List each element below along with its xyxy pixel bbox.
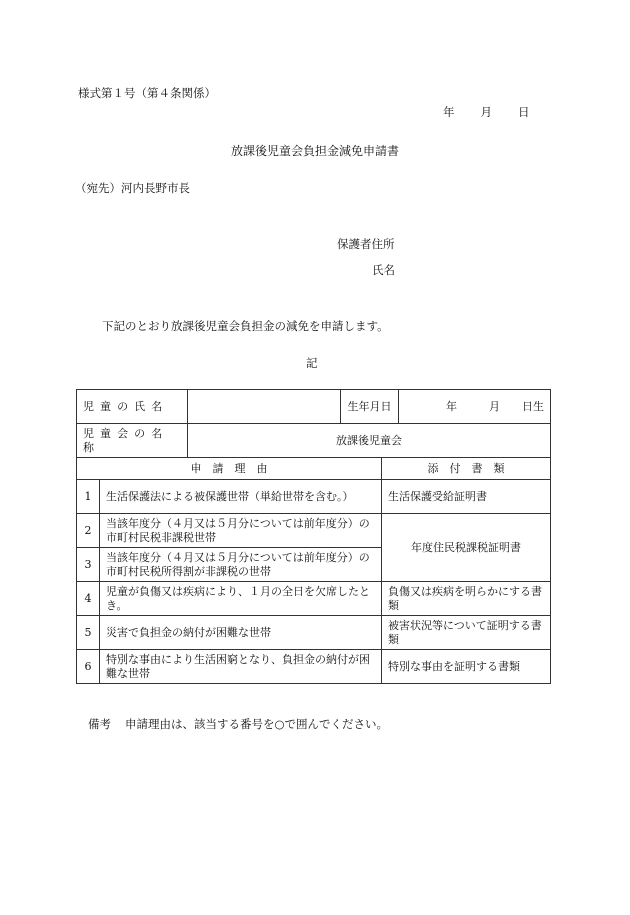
birth-year: 年 (446, 399, 457, 413)
row-reason: 生活保護法による被保護世帯（単給世帯を含む。） (100, 480, 382, 514)
row-number[interactable]: 3 (77, 548, 100, 582)
row-number[interactable]: 6 (77, 650, 100, 684)
row-reason: 特別な事由により生活困窮となり、負担金の納付が困難な世帯 (100, 650, 382, 684)
child-name-row (77, 390, 551, 424)
birthdate-field[interactable] (399, 390, 551, 424)
reason-header: 申 請 理 由 (77, 458, 382, 480)
club-name-row (77, 424, 551, 458)
row-document: 負傷又は疾病を明らかにする書類 (382, 582, 551, 616)
row-reason: 当該年度分（４月又は５月分については前年度分）の市町村民税非課税世帯 (100, 514, 382, 548)
application-table (76, 389, 551, 684)
ki-heading: 記 (306, 356, 318, 370)
table-row (77, 480, 551, 514)
applicant-address-label: 保護者住所 (337, 237, 395, 251)
note-text: 申請理由は、該当する番号を○で囲んでください。 (125, 717, 389, 731)
row-number[interactable]: 2 (77, 514, 100, 548)
addressee: （宛先）河内長野市長 (75, 181, 190, 195)
child-name-label: 児童の氏名 (77, 390, 188, 424)
table-row (77, 582, 551, 616)
table-row (77, 514, 551, 548)
row-document: 生活保護受給証明書 (382, 480, 551, 514)
club-name-label: 児童会の名称 (77, 424, 188, 458)
row-number[interactable]: 5 (77, 616, 100, 650)
applicant-name-label: 氏名 (372, 263, 395, 277)
note-label: 備考 (88, 717, 111, 731)
row-reason: 災害で負担金の納付が困難な世帯 (100, 616, 382, 650)
date-day: 日 (518, 105, 530, 119)
date-year: 年 (443, 105, 455, 119)
birthdate-label: 生年月日 (341, 390, 399, 424)
row-document: 被害状況等について証明する書類 (382, 616, 551, 650)
row-reason: 当該年度分（４月又は５月分については前年度分）の市町村民税所得割が非課税の世帯 (100, 548, 382, 582)
header-row (77, 458, 551, 480)
date-month: 月 (480, 105, 492, 119)
row-document: 特別な事由を証明する書類 (382, 650, 551, 684)
club-name-value: 放課後児童会 (188, 424, 551, 458)
form-number: 様式第１号（第４条関係） (78, 86, 216, 100)
row-number[interactable]: 4 (77, 582, 100, 616)
application-statement: 下記のとおり放課後児童会負担金の減免を申請します。 (102, 319, 389, 333)
row-number[interactable]: 1 (77, 480, 100, 514)
date-line (443, 104, 530, 120)
row-reason: 児童が負傷又は疾病により、１月の全日を欠席したとき。 (100, 582, 382, 616)
table-row (77, 616, 551, 650)
docs-header: 添 付 書 類 (382, 458, 551, 480)
note (88, 716, 388, 732)
table-row (77, 650, 551, 684)
birth-day: 日生 (522, 399, 544, 413)
document-title: 放課後児童会負担金減免申請書 (230, 144, 399, 158)
birth-month: 月 (489, 399, 500, 413)
child-name-field[interactable] (188, 390, 341, 424)
row-document: 年度住民税課税証明書 (382, 514, 551, 582)
